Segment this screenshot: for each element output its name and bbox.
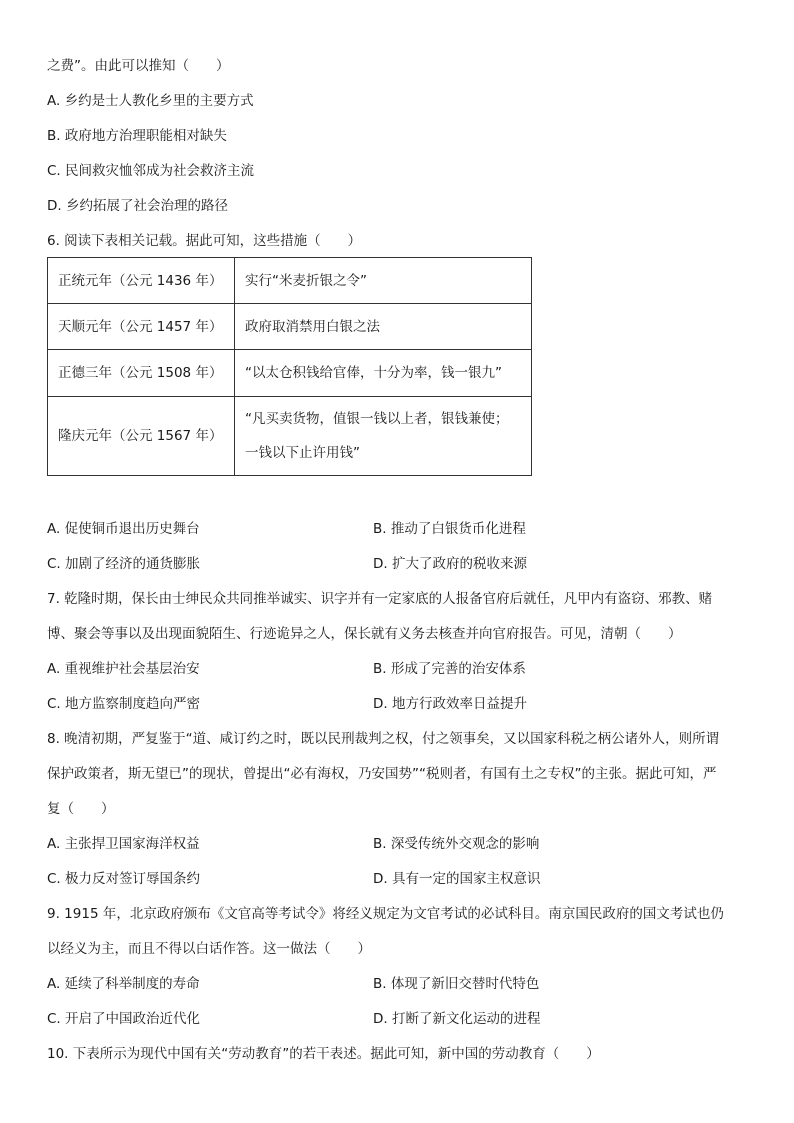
q5-stem-end: 之费”。由此可以推知（ ） bbox=[47, 58, 230, 74]
q7-option-a: A. 重视维护社会基层治安 bbox=[47, 661, 200, 677]
q5-option-b: B. 政府地方治理职能相对缺失 bbox=[47, 128, 227, 144]
q6-option-d: D. 扩大了政府的税收来源 bbox=[373, 556, 527, 572]
table-row bbox=[48, 397, 532, 476]
q9-option-c: C. 开启了中国政治近代化 bbox=[47, 1011, 201, 1027]
q9-stem-line-2: 以经义为主，而且不得以白话作答。这一做法（ ） bbox=[47, 941, 371, 957]
q8-option-c: C. 极力反对签订辱国条约 bbox=[47, 871, 201, 887]
table-cell-content bbox=[235, 350, 532, 397]
table-row bbox=[48, 258, 532, 304]
q8-option-b: B. 深受传统外交观念的影响 bbox=[373, 836, 540, 852]
q8-option-a: A. 主张捍卫国家海洋权益 bbox=[47, 836, 200, 852]
q7-stem-line-1: 7. 乾隆时期，保长由士绅民众共同推举诚实、识字并有一定家底的人报备官府后就任，凡甲内有盗窃、邪教、赌 bbox=[47, 591, 713, 607]
q9-option-d: D. 打断了新文化运动的进程 bbox=[373, 1011, 541, 1027]
q6-stem: 6. 阅读下表相关记载。据此可知，这些措施（ ） bbox=[47, 233, 362, 249]
table-cell-time: 正统元年（公元 1436 年） bbox=[48, 258, 235, 304]
cell-text: “凡买卖货物，值银一钱以上者，银钱兼使； bbox=[245, 411, 509, 427]
q8-option-d: D. 具有一定的国家主权意识 bbox=[373, 871, 541, 887]
q7-option-c: C. 地方监察制度趋向严密 bbox=[47, 696, 201, 712]
q6-option-c: C. 加剧了经济的通货膨胀 bbox=[47, 556, 201, 572]
q9-stem-line-1: 9. 1915 年，北京政府颁布《文官高等考试令》将经义规定为文官考试的必试科目。南京国民政府的国文考试也仍 bbox=[47, 906, 724, 922]
q8-stem-line-3: 复（ ） bbox=[47, 801, 115, 817]
table-cell-time: 天顺元年（公元 1457 年） bbox=[48, 304, 235, 350]
cell-text: 实行“米麦折银之令” bbox=[245, 272, 367, 289]
q5-option-c: C. 民间救灾恤邻成为社会救济主流 bbox=[47, 163, 255, 179]
q9-option-a: A. 延续了科举制度的寿命 bbox=[47, 976, 200, 992]
q5-option-a: A. 乡约是士人教化乡里的主要方式 bbox=[47, 93, 254, 109]
table-cell-content bbox=[235, 304, 532, 350]
q8-stem-line-1: 8. 晚清初期，严复鉴于“道、咸订约之时，既以民刑裁判之权，付之领事矣，又以国家科税之柄公诸外人，则所谓 bbox=[47, 731, 720, 747]
q6-option-b: B. 推动了白银货币化进程 bbox=[373, 521, 526, 537]
q7-stem-line-2: 博、聚会等事以及出现面貌陌生、行迹诡异之人，保长就有义务去核查并向官府报告。可见，清朝（ ） bbox=[47, 626, 682, 642]
table-row bbox=[48, 350, 532, 397]
table-cell-content bbox=[235, 397, 532, 476]
q10-stem: 10. 下表所示为现代中国有关“劳动教育”的若干表述。据此可知，新中国的劳动教育（ ） bbox=[47, 1046, 600, 1062]
table-cell-time: 正德三年（公元 1508 年） bbox=[48, 350, 235, 397]
q5-option-d: D. 乡约拓展了社会治理的路径 bbox=[47, 198, 228, 214]
q7-option-d: D. 地方行政效率日益提升 bbox=[373, 696, 527, 712]
table-cell-content bbox=[235, 258, 532, 304]
q9-option-b: B. 体现了新旧交替时代特色 bbox=[373, 976, 540, 992]
q7-option-b: B. 形成了完善的治安体系 bbox=[373, 661, 526, 677]
table-cell-time: 隆庆元年（公元 1567 年） bbox=[48, 397, 235, 476]
q8-stem-line-2: 保护政策者，斯无望已”的现状，曾提出“必有海权，乃安国势”“税则者，有国有土之专权”的主张。据此可知，严 bbox=[47, 766, 717, 782]
cell-text: “以太仓积钱给官俸，十分为率，钱一银九” bbox=[245, 365, 502, 381]
cell-text: 一钱以下止许用钱” bbox=[245, 445, 360, 461]
q6-option-a: A. 促使铜币退出历史舞台 bbox=[47, 521, 200, 537]
cell-text: 政府取消禁用白银之法 bbox=[245, 318, 380, 335]
q6-records-table bbox=[47, 257, 532, 476]
table-row bbox=[48, 304, 532, 350]
